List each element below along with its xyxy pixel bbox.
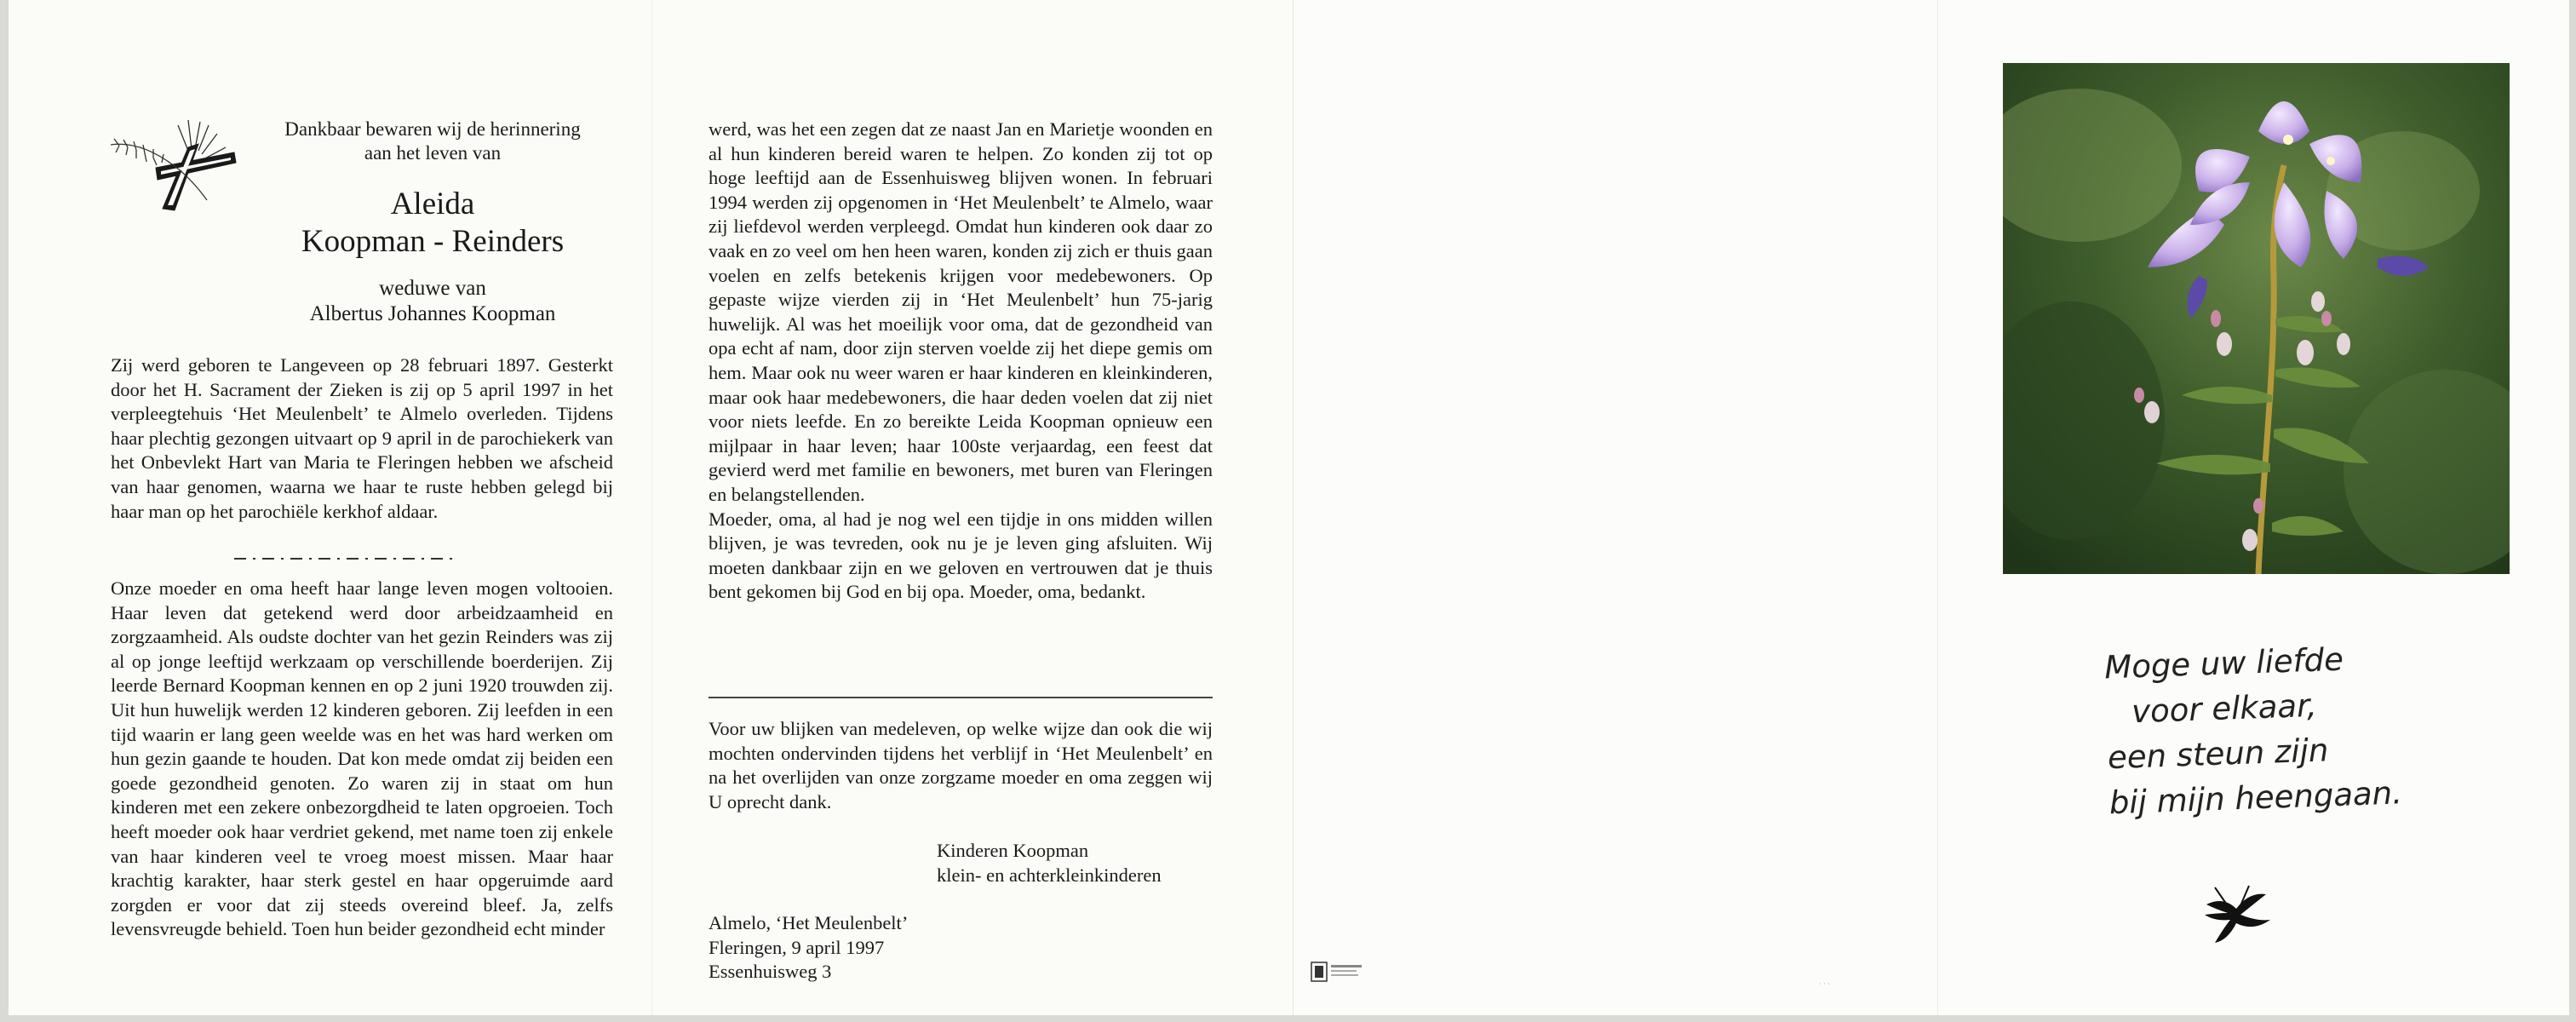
card-fold-line — [651, 0, 652, 1015]
signature-line: Kinderen Koopman — [937, 840, 1089, 861]
card-fold-line — [1937, 0, 1938, 1015]
remembrance-header — [262, 118, 603, 165]
life-story-paragraph-1: Onze moeder en oma heeft haar lange leven mogen voltooien. Haar leven dat getekend werd door arbeidzaamheid en zorgzaamheid. Als oudste dochter van het gezin Reinders was zij al op jonge leeftijd werkzaam op verschillende boerderijen. Zij leerde Bernard Koopman kennen en op 2 juni 1920 trouwden zij. Uit hun huwelijk werden 12 kinderen geboren. Zij leefden in een tijd waarin er lang geen weelde was en het was hard werken om hun gezin gaande te houden. Dat kon mede omdat zij beiden een goede gezondheid genoten. Zo waren zij in staat om hun kinderen met een zekere onbezorgdheid te laten opgroeien. Toch heeft moeder ook haar verdriet gekend, met name toen zij enkele van haar kinderen veel te vroeg moest missen. Maar haar krachtig karakter, haar sterk gestel en haar opgeruimde aard zorgden er voor dat zij steeds overeind bleef. Ja, zelfs levensvreugde behield. Toen hun beider gezondheid echt minder — [111, 577, 613, 940]
cross-with-palm-icon — [106, 115, 251, 213]
dove-ornament-icon — [2198, 879, 2275, 947]
card-outer-right — [1294, 0, 2569, 1015]
place-and-date — [709, 911, 1049, 985]
signature-line: klein- en achterkleinkinderen — [937, 864, 1162, 886]
biography-paragraph: Zij werd geboren te Langeveen op 28 februari 1897. Gesterkt door het H. Sacrament der Zieken is zij op 5 april 1997 in het verpleegtehuis ‘Het Meulenbelt’ te Almelo overleden. Tijdens haar plechtig gezongen uitvaart op 9 april in de parochiekerk van het Onbevlekt Hart van Maria te Fleringen hebben we afscheid van haar genomen, waarna we haar te ruste hebben gelegd bij haar man op het parochiële kerkhof aldaar. — [111, 354, 613, 522]
surname: Koopman - Reinders — [301, 224, 565, 259]
poem-line: bij mijn heengaan. — [2108, 774, 2403, 822]
life-story-paragraph-2: werd, was het een zegen dat ze naast Jan en Marietje woonden en al hun kinderen bereid waren te helpen. Zo konden zij tot op hoge leeftijd aan de Essenhuisweg blijven wonen. In februari 1994 werden zij opgenomen in ‘Het Meulenbelt’ te Almelo, waar zij liefdevol werden verpleegd. Omdat hun kinderen ook daar zo vaak en zo veel om hen heen waren, konden zij zich er thuis gaan voelen en zelfs betekenis krijgen voor medebewoners. Op gepaste wijze vierden zij in ‘Het Meulenbelt’ hun 75-jarig huwelijk. Al was het moeilijk voor oma, dat de gezondheid van opa echt af nam, door zijn sterven voelde zij het diepe gemis om hem. Maar ook nu weer waren er haar kinderen en kleinkinderen, maar ook haar medebewoners, die haar deden voelen dat zij niet voor niets leefde. En zo bereikte Leida Koopman opnieuw een mijlpaar in haar leven; haar 100ste verjaardag, een feest dat gevierd werd met familie en bewoners, met buren van Fleringen en belangstellenden. — [709, 118, 1213, 505]
header-line: Dankbaar bewaren wij de herinnering — [284, 118, 581, 140]
header-line: aan het leven van — [364, 142, 502, 164]
fine-print-mark: · · · — [1819, 980, 1830, 988]
address-line: Essenhuisweg 3 — [709, 961, 832, 983]
life-story-column-2 — [709, 118, 1213, 605]
widow-of — [262, 276, 603, 327]
address-line: Fleringen, 9 april 1997 — [709, 936, 885, 958]
printer-mark-icon — [1311, 960, 1370, 984]
dashed-divider — [234, 558, 456, 560]
poem-line: een steun zijn — [2107, 732, 2330, 777]
address-line: Almelo, ‘Het Meulenbelt’ — [709, 912, 909, 933]
signature — [937, 839, 1218, 887]
solid-divider — [709, 697, 1213, 698]
thanks-paragraph: Voor uw blijken van medeleven, op welke wijze dan ook die wij mochten ondervinden tijdens het verblijf in ‘Het Meulenbelt’ en na het overlijden van onze zorgzame moeder en oma zeggen wij U oprecht dank. — [709, 718, 1213, 812]
first-name: Aleida — [390, 187, 475, 221]
card-inner-left — [9, 0, 1294, 1015]
deceased-name — [262, 186, 603, 261]
spouse-name: Albertus Johannes Koopman — [309, 302, 556, 325]
poem-line: Moge uw liefde — [2103, 640, 2344, 686]
flower-photo — [2003, 63, 2510, 574]
widow-label: weduwe van — [379, 277, 486, 300]
poem-line: voor elkaar, — [2131, 686, 2318, 731]
farewell-paragraph: Moeder, oma, al had je nog wel een tijdje in ons midden willen blijven, je was tevreden, ook nu je je leven ging afsluiten. Wij moeten dankbaar zijn en we geloven en vertrouwen dat je thuis bent gekomen bij God en bij opa. Moeder, oma, bedankt. — [709, 508, 1213, 603]
handwritten-poem — [2103, 633, 2467, 826]
